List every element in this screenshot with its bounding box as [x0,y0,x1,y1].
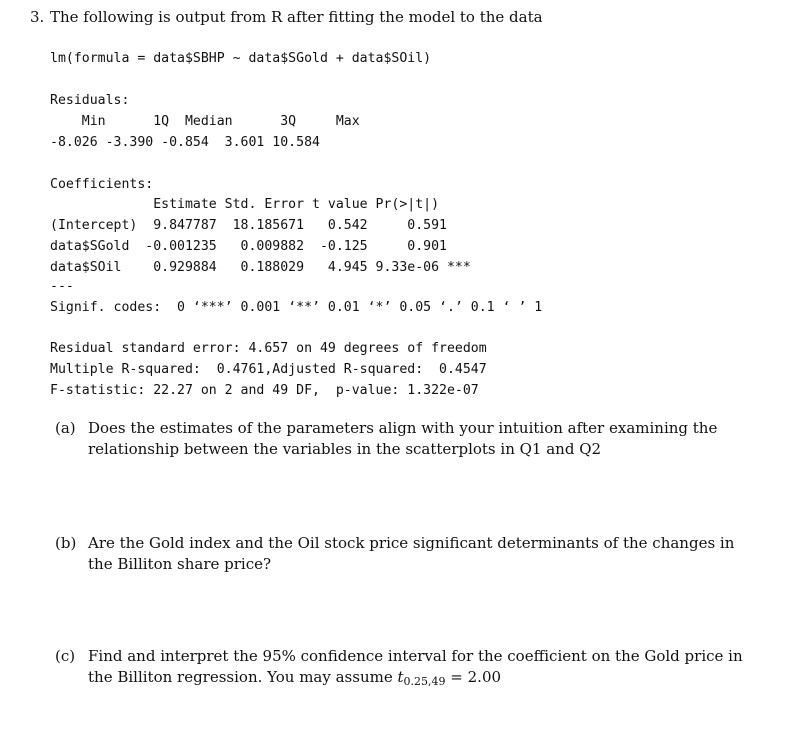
question-number: 3. [30,8,45,26]
part-b-label: (b) [55,534,77,552]
coefficients-header: Estimate Std. Error t value Pr(>|t|) [50,197,440,212]
signif-codes: Signif. codes: 0 ‘***’ 0.001 ‘**’ 0.01 ‘*’ 0.05 ‘.’ 0.1 ‘ ’ 1 [50,300,543,315]
question-heading [30,8,543,26]
part-c-label: (c) [55,647,76,665]
part-c [55,646,745,692]
coefficients-title: Coefficients: [50,177,154,192]
residuals-header: Min 1Q Median 3Q Max [50,114,360,129]
residuals-title: Residuals: [50,93,130,108]
coefficient-row-intercept: (Intercept) 9.847787 18.185671 0.542 0.591 [50,218,447,233]
residuals-values: -8.026 -3.390 -0.854 3.601 10.584 [50,135,320,150]
coefficient-row-oil: data$SOil 0.929884 0.188029 4.945 9.33e-06 *** [50,260,471,275]
part-c-body [55,646,745,692]
part-b [55,533,745,575]
part-a-text: Does the estimates of the parameters align with your intuition after examining the relationship between the variables in the scatterplots in Q1 and Q2 [88,419,718,458]
coefficient-row-gold: data$SGold -0.001235 0.009882 -0.125 0.901 [50,239,447,254]
output-separator: --- [50,279,74,294]
part-c-text: Find and interpret the 95% confidence interval for the coefficient on the Gold price in the Billiton regression. You may assume [88,647,743,686]
part-a [55,418,745,460]
part-b-text: Are the Gold index and the Oil stock price significant determinants of the changes in the Billiton share price? [88,534,735,573]
t-statistic-subscript: 0.25,49 [403,675,446,688]
question-text: The following is output from R after fitting the model to the data [50,8,543,26]
t-statistic-symbol: t [397,668,404,686]
r-call: lm(formula = data$SBHP ~ data$SGold + data$SOil) [50,51,432,66]
f-statistic: F-statistic: 22.27 on 2 and 49 DF, p-value: 1.322e-07 [50,383,479,398]
t-statistic-value: = 2.00 [445,668,502,686]
residual-standard-error: Residual standard error: 4.657 on 49 degrees of freedom [50,341,487,356]
part-a-label: (a) [55,419,76,437]
r-squared: Multiple R-squared: 0.4761,Adjusted R-squared: 0.4547 [50,362,487,377]
